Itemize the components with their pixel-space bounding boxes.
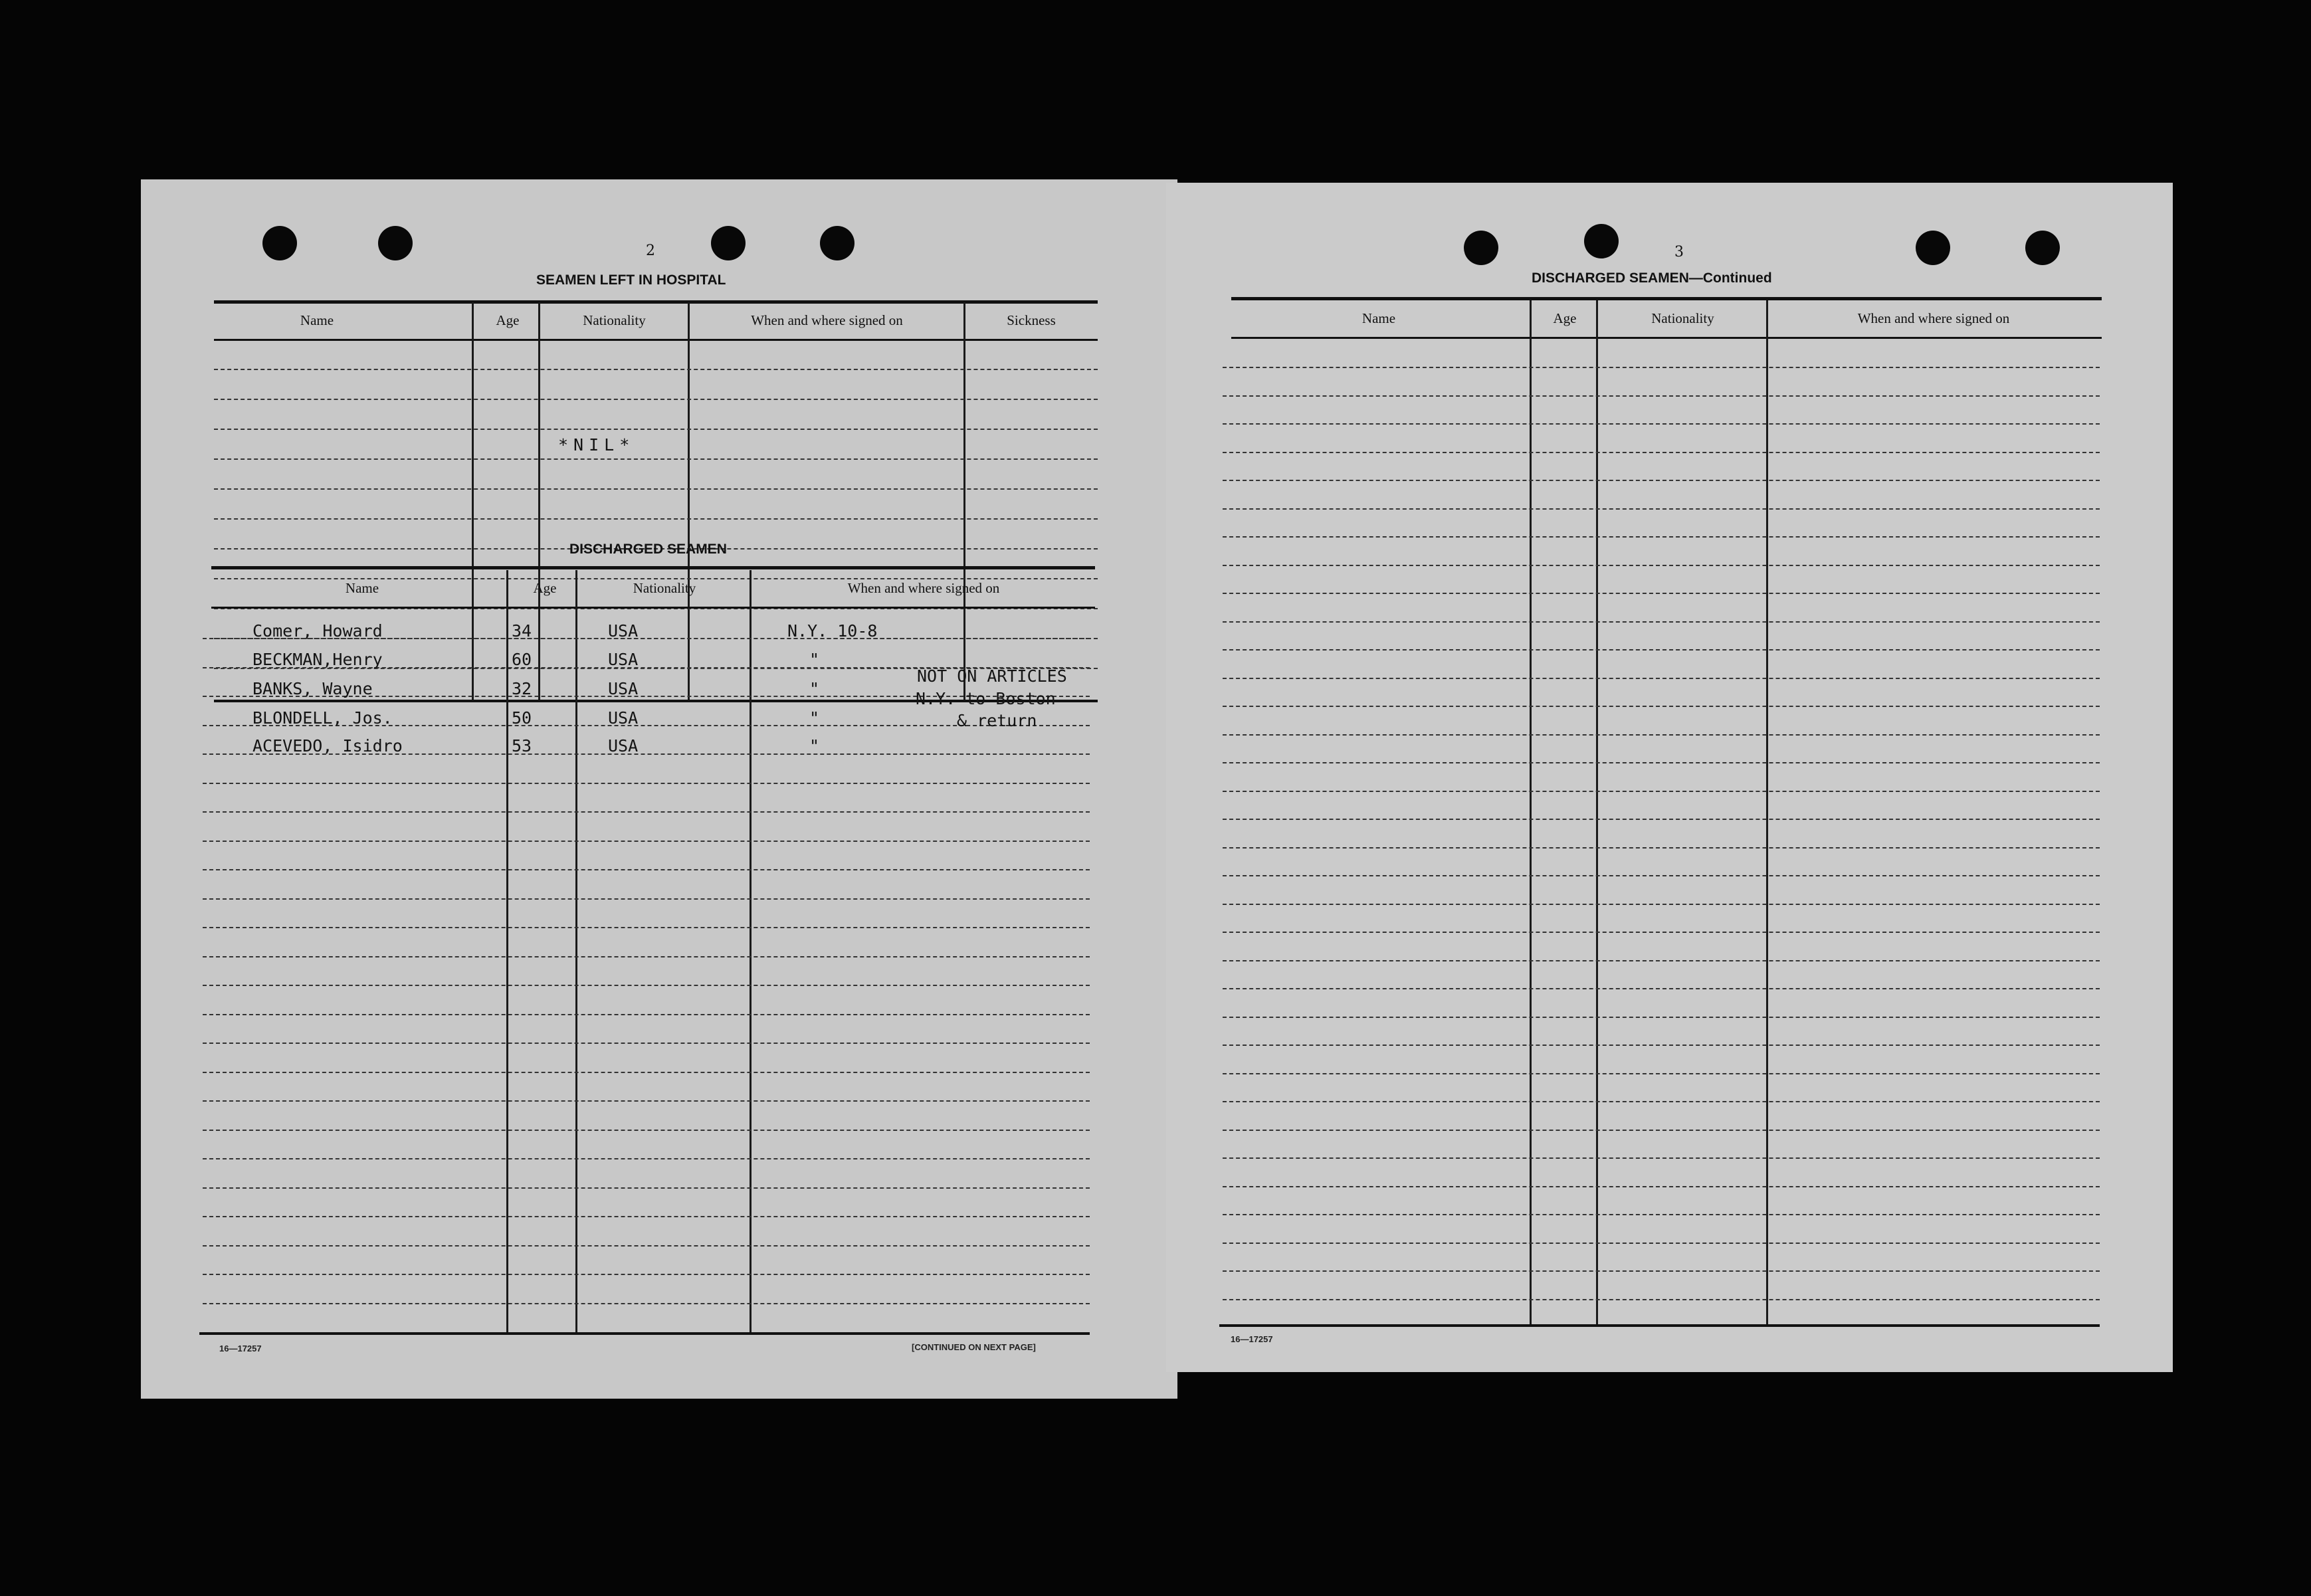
- hospital-row-line: [214, 399, 1098, 400]
- row-nationality: USA: [608, 679, 639, 698]
- discharged-top-rule: [211, 566, 1095, 569]
- row-signed-on: ": [809, 736, 820, 755]
- row-signed-on: N.Y. 10-8: [787, 621, 878, 641]
- discharged-row-line: [203, 869, 1090, 870]
- note-line: NOT ON ARTICLES: [917, 666, 1067, 686]
- row-name: BECKMAN,Henry: [252, 650, 383, 669]
- discharged-column-divider: [750, 570, 752, 1334]
- punch-hole: [2025, 231, 2060, 265]
- hospital-column-divider: [472, 302, 474, 701]
- row-age: 53: [512, 736, 532, 755]
- discharged-row-line: [203, 898, 1090, 900]
- discharged-header-age: Age: [533, 580, 557, 596]
- right-row-line: [1223, 1243, 2100, 1244]
- discharged-bottom-rule: [199, 1332, 1090, 1335]
- right-row-line: [1223, 1299, 2100, 1300]
- row-name: BLONDELL, Jos.: [252, 708, 393, 728]
- discharged-header-signed-on: When and where signed on: [847, 580, 1000, 596]
- right-bottom-rule: [1219, 1324, 2100, 1327]
- row-signed-on: ": [809, 679, 820, 698]
- right-row-line: [1223, 367, 2100, 368]
- form-number: 16—17257: [219, 1344, 262, 1353]
- discharged-row-line: [203, 1274, 1090, 1275]
- row-name: Comer, Howard: [252, 621, 383, 641]
- row-age: 32: [512, 679, 532, 698]
- punch-hole: [1464, 231, 1498, 265]
- hospital-header-signed-on: When and where signed on: [751, 312, 903, 328]
- discharged-row-line: [203, 1130, 1090, 1131]
- hospital-header-sickness: Sickness: [1007, 312, 1056, 328]
- hospital-nil-entry: *NIL*: [558, 435, 635, 454]
- hospital-row-line: [214, 429, 1098, 430]
- right-row-line: [1223, 423, 2100, 425]
- right-row-line: [1223, 1045, 2100, 1046]
- row-age: 60: [512, 650, 532, 669]
- right-top-rule: [1231, 297, 2102, 300]
- row-signed-on: ": [809, 650, 820, 669]
- punch-hole: [711, 226, 746, 260]
- right-row-line: [1223, 536, 2100, 538]
- hospital-column-divider: [963, 302, 965, 701]
- right-row-line: [1223, 1214, 2100, 1215]
- discharged-row-line: [203, 1303, 1090, 1304]
- right-row-line: [1223, 762, 2100, 763]
- continued-note: [CONTINUED ON NEXT PAGE]: [912, 1342, 1036, 1352]
- hospital-column-divider: [688, 302, 690, 701]
- right-row-line: [1223, 1017, 2100, 1018]
- hospital-header-name: Name: [300, 312, 334, 328]
- punch-hole: [1916, 231, 1950, 265]
- right-row-line: [1223, 649, 2100, 650]
- right-row-line: [1223, 452, 2100, 453]
- right-row-line: [1223, 734, 2100, 736]
- discharged-row-line: [203, 1014, 1090, 1015]
- hospital-row-line: [214, 488, 1098, 490]
- hospital-row-line: [214, 578, 1098, 579]
- discharged-row-line: [203, 985, 1090, 986]
- punch-hole: [262, 226, 297, 260]
- discharged-row-line: [203, 1100, 1090, 1102]
- right-header-age: Age: [1553, 310, 1577, 326]
- page-number: 3: [1674, 244, 1684, 260]
- right-header-nationality: Nationality: [1651, 310, 1714, 326]
- row-signed-on: ": [809, 708, 820, 728]
- discharged-row-line: [203, 1043, 1090, 1044]
- note-line: & return: [957, 711, 1037, 730]
- discharged-row-line: [203, 927, 1090, 928]
- discharged-continued-title: DISCHARGED SEAMEN—Continued: [1532, 270, 1772, 286]
- discharged-row-line: [203, 841, 1090, 842]
- row-nationality: USA: [608, 621, 639, 641]
- discharged-row-line: [203, 1245, 1090, 1247]
- hospital-row-line: [214, 518, 1098, 520]
- right-row-line: [1223, 678, 2100, 679]
- right-row-line: [1223, 565, 2100, 566]
- discharged-row-line: [203, 1216, 1090, 1217]
- hospital-row-line: [214, 458, 1098, 460]
- discharged-column-divider: [575, 570, 577, 1334]
- discharged-row-line: [203, 1072, 1090, 1073]
- right-row-line: [1223, 791, 2100, 792]
- punch-hole: [378, 226, 413, 260]
- punch-hole: [820, 226, 854, 260]
- right-row-line: [1223, 960, 2100, 961]
- right-row-line: [1223, 480, 2100, 481]
- right-row-line: [1223, 508, 2100, 510]
- right-row-line: [1223, 1073, 2100, 1074]
- discharged-header-rule: [211, 607, 1095, 609]
- form-number: 16—17257: [1231, 1334, 1273, 1344]
- discharged-row-line: [203, 1158, 1090, 1159]
- row-nationality: USA: [608, 736, 639, 755]
- note-line: N.Y. to Boston: [916, 689, 1056, 708]
- right-header-signed-on: When and where signed on: [1857, 310, 2010, 326]
- hospital-row-line: [214, 369, 1098, 370]
- discharged-row-line: [203, 1187, 1090, 1189]
- right-header-name: Name: [1361, 310, 1396, 326]
- hospital-header-age: Age: [496, 312, 520, 328]
- right-column-divider: [1766, 300, 1768, 1327]
- right-page: [1166, 183, 2173, 1372]
- hospital-section-title: SEAMEN LEFT IN HOSPITAL: [536, 272, 726, 288]
- right-header-rule: [1231, 337, 2102, 339]
- right-row-line: [1223, 1130, 2100, 1131]
- right-row-line: [1223, 1186, 2100, 1187]
- right-column-divider: [1530, 300, 1532, 1327]
- hospital-header-nationality: Nationality: [583, 312, 646, 328]
- right-row-line: [1223, 847, 2100, 848]
- row-name: BANKS, Wayne: [252, 679, 373, 698]
- discharged-column-divider: [506, 570, 508, 1334]
- right-column-divider: [1596, 300, 1598, 1327]
- right-row-line: [1223, 875, 2100, 876]
- row-name: ACEVEDO, Isidro: [252, 736, 403, 755]
- discharged-header-nationality: Nationality: [633, 580, 696, 596]
- right-row-line: [1223, 395, 2100, 397]
- right-row-line: [1223, 593, 2100, 594]
- right-row-line: [1223, 932, 2100, 933]
- discharged-row-line: [203, 811, 1090, 813]
- discharged-row-line: [203, 783, 1090, 784]
- right-row-line: [1223, 1157, 2100, 1159]
- row-age: 50: [512, 708, 532, 728]
- discharged-section-title: DISCHARGED SEAMEN: [569, 542, 727, 557]
- right-row-line: [1223, 621, 2100, 623]
- discharged-header-name: Name: [345, 580, 379, 596]
- right-row-line: [1223, 988, 2100, 989]
- page-number: 2: [646, 243, 655, 259]
- right-row-line: [1223, 1270, 2100, 1272]
- hospital-column-divider: [538, 302, 540, 701]
- punch-hole: [1584, 224, 1619, 258]
- row-age: 34: [512, 621, 532, 641]
- right-row-line: [1223, 706, 2100, 707]
- row-nationality: USA: [608, 650, 639, 669]
- right-row-line: [1223, 819, 2100, 820]
- discharged-row-line: [203, 956, 1090, 957]
- right-row-line: [1223, 1101, 2100, 1102]
- row-nationality: USA: [608, 708, 639, 728]
- right-row-line: [1223, 904, 2100, 905]
